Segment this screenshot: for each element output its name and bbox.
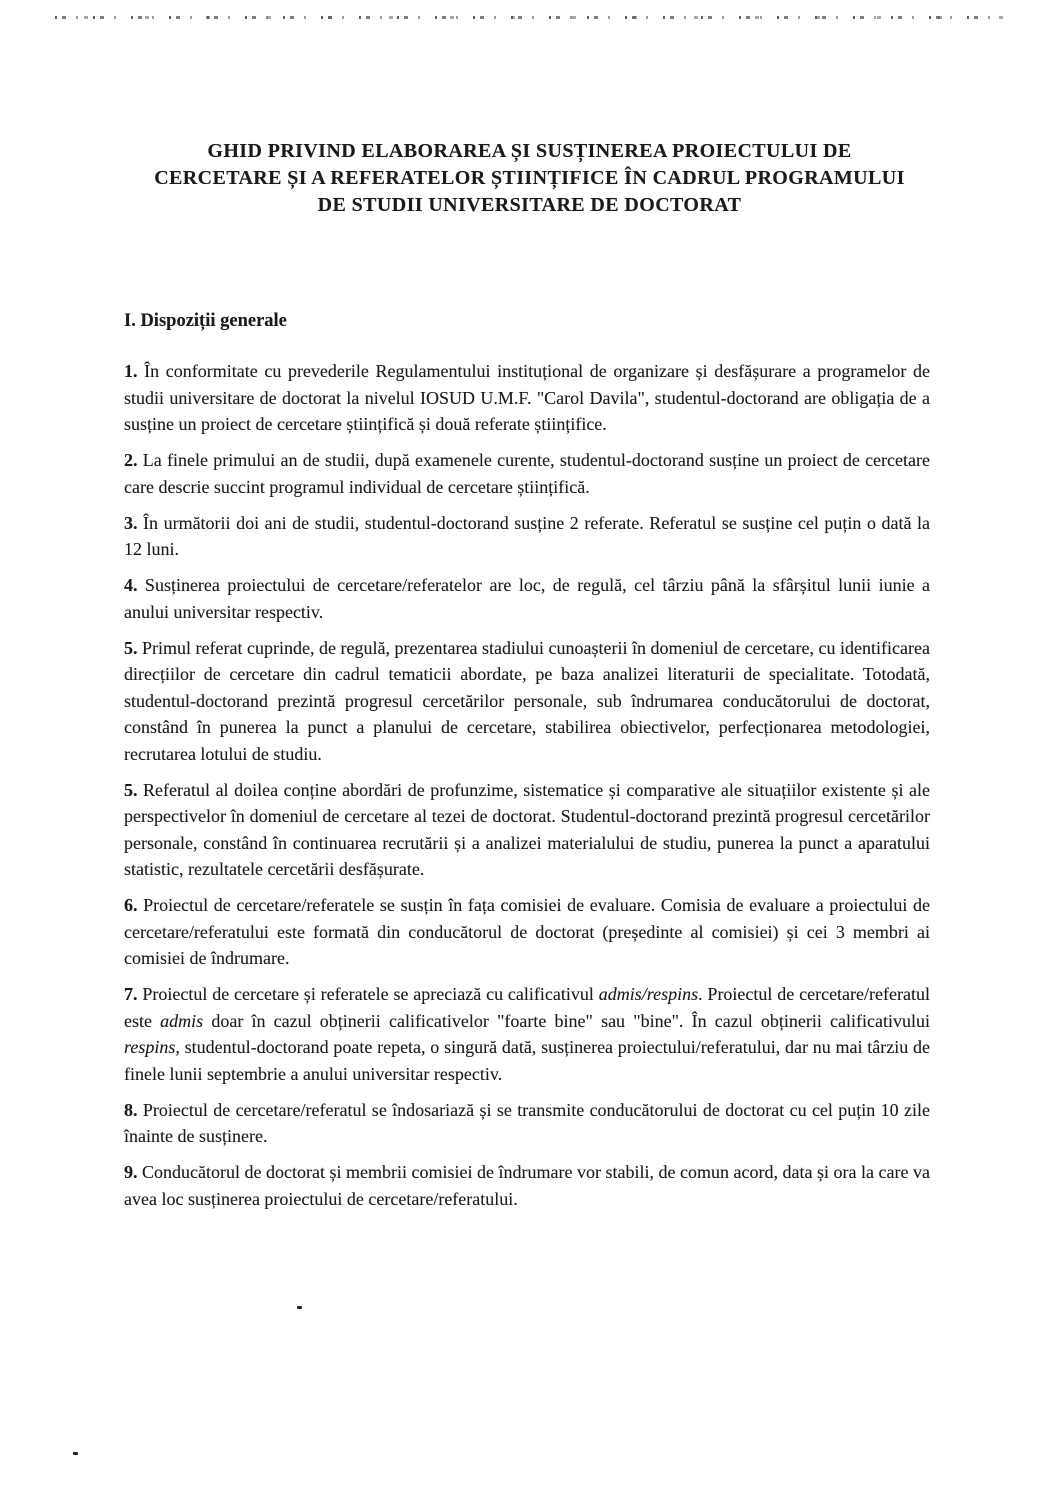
paragraph-text: doar în cazul obținerii calificativelor "foarte bine" sau "bine". În cazul obținerii calificativului xyxy=(203,1010,930,1031)
paragraph-text: Referatul al doilea conține abordări de profunzime, sistematice și comparative ale situațiilor existente și ale perspectivelor în domeniul de cercetare al tezei de doctorat. Studentul-doctorand prezintă progresul cercetărilor personale, constând în continuarea recrutării și a analizei materialului de studiu, punerea la punct a aparatului statistic, rezultatele cercetării desfășurate. xyxy=(124,779,930,879)
paragraph-text: La finele primului an de studii, după examenele curente, studentul-doctorand susține un proiect de cercetare care descrie succint programul individual de cercetare științifică. xyxy=(124,450,930,497)
document-title xyxy=(68,138,991,219)
paragraph-text: . Proiectul de cercetare/referatul este xyxy=(124,984,930,1031)
scan-speck xyxy=(297,1306,302,1309)
title-line: GHID PRIVIND ELABORAREA ȘI SUSȚINEREA PROIECTULUI DE xyxy=(207,140,852,162)
paragraph-text: Conducătorul de doctorat și membrii comisiei de îndrumare vor stabili, de comun acord, data și ora la care va avea loc susținerea proiectului de cercetare/referatului. xyxy=(124,1162,930,1209)
paragraph-number: 7. xyxy=(124,984,138,1004)
paragraph xyxy=(124,1097,930,1150)
paragraph xyxy=(124,635,930,768)
scan-noise-band xyxy=(55,16,1005,19)
paragraph-number: 4. xyxy=(124,575,138,595)
paragraph xyxy=(124,777,930,883)
paragraph-text: Primul referat cuprinde, de regulă, prezentarea stadiului cunoașterii în domeniul de cercetare, cu identificarea direcțiilor de cercetare din cadrul tematicii abordate, pe baza analizei literaturii de specialitate. Totodată, studentul-doctorand prezintă progresul cercetărilor personale, sub îndrumarea conducătorului de doctorat, constând în punerea la punct a planului de cercetare, stabilirea obiectivelor, perfecționarea metodologiei, recrutarea lotului de studiu. xyxy=(124,637,930,764)
paragraph-text: Susținerea proiectului de cercetare/referatelor are loc, de regulă, cel târziu până la sfârșitul lunii iunie a anului universitar respectiv. xyxy=(124,575,930,622)
paragraph-number: 3. xyxy=(124,512,138,533)
emphasized-text: admis xyxy=(160,1010,204,1031)
paragraph-number: 9. xyxy=(124,1162,138,1182)
emphasized-text: admis/respins xyxy=(598,984,699,1004)
paragraph-list xyxy=(124,358,930,1212)
paragraph xyxy=(124,447,930,500)
paragraph-number: 6. xyxy=(124,895,138,915)
paragraph-text: În conformitate cu prevederile Regulamentului instituțional de organizare și desfășurare a programelor de studii universitare de doctorat la nivelul IOSUD U.M.F. "Carol Davila", studentul-doctorand are obligația de a susține un proiect de cercetare științifică și două referate științifice. xyxy=(124,361,930,434)
paragraph-text: Proiectul de cercetare/referatele se susțin în fața comisiei de evaluare. Comisia de evaluare a proiectului de cercetare/referatului este formată din conducătorul de doctorat (președinte al comisiei) și cei 3 membri ai comisiei de îndrumare. xyxy=(124,895,930,968)
paragraph-number: 5. xyxy=(124,637,138,658)
paragraph-text: Proiectul de cercetare și referatele se apreciază cu calificativul xyxy=(137,984,599,1004)
paragraph-text: studentul-doctorand poate repeta, o singură dată, susținerea proiectului/referatului, dar nu mai târziu de finele lunii septembrie a anului universitar respectiv. xyxy=(124,1037,930,1084)
title-line: DE STUDII UNIVERSITARE DE DOCTORAT xyxy=(317,194,742,216)
paragraph-text: În următorii doi ani de studii, studentul-doctorand susține 2 referate. Referatul se susține cel puțin o dată la 12 luni. xyxy=(124,512,930,559)
title-line: CERCETARE ȘI A REFERATELOR ȘTIINȚIFICE ÎN CADRUL PROGRAMULUI xyxy=(154,167,905,189)
paragraph-number: 8. xyxy=(124,1099,138,1120)
scan-speck xyxy=(73,1452,78,1455)
paragraph xyxy=(124,510,930,563)
section-heading: I. Dispoziții generale xyxy=(124,311,287,331)
paragraph-number: 1. xyxy=(124,361,138,381)
paragraph xyxy=(124,892,930,972)
emphasized-text: respins, xyxy=(124,1037,180,1057)
paragraph xyxy=(124,572,930,625)
paragraph-number: 5. xyxy=(124,779,138,800)
paragraph xyxy=(124,358,930,438)
paragraph xyxy=(124,1159,930,1212)
paragraph-text: Proiectul de cercetare/referatul se îndosariază și se transmite conducătorului de doctorat cu cel puțin 10 zile înainte de susținere. xyxy=(124,1099,930,1146)
paragraph xyxy=(124,981,930,1087)
paragraph-number: 2. xyxy=(124,450,138,470)
